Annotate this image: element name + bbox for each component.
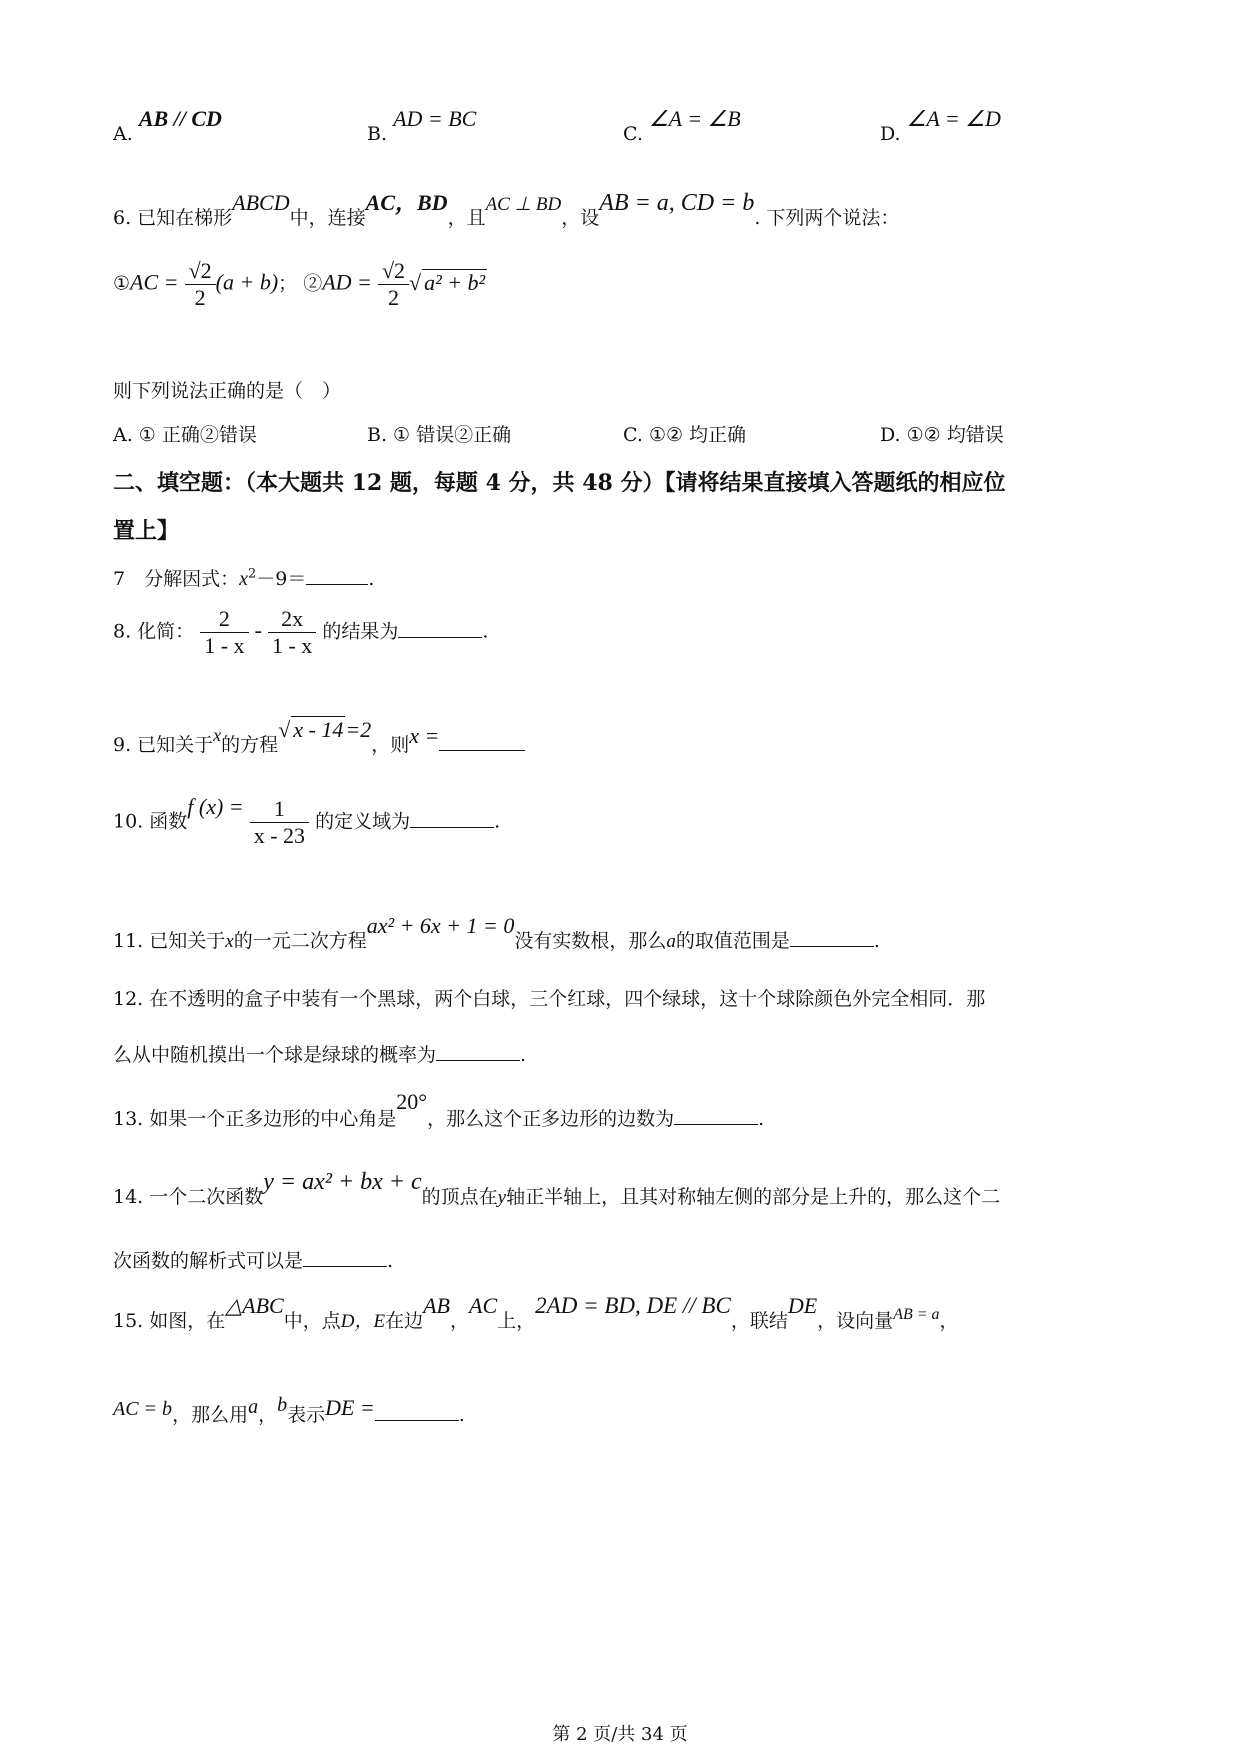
q5-option-b-math: AD = BC [393,106,477,131]
answer-blank [436,1044,520,1061]
q5-option-a: A. AB // CD [113,106,222,145]
question-11: 11. 已知关于x的一元二次方程ax² + 6x + 1 = 0没有实数根，那么a的取值范围是 . [113,913,880,952]
question-15-line2: AC = b，那么用a，b表示DE = . [113,1394,465,1426]
answer-blank [306,568,368,585]
answer-blank [790,930,874,947]
question-6-option-c: C. ①② 均正确 [623,424,747,446]
answer-blank [375,1404,459,1421]
question-6-option-b: B. ① 错误②正确 [367,424,512,446]
question-6-prompt: 则下列说法正确的是（ ） [113,380,342,402]
question-6-option-a: A. ① 正确②错误 [113,424,257,446]
question-6: 6. 已知在梯形ABCD中，连接AC，BD，且AC ⊥ BD，设AB = a, CD = b. 下列两个说法： [113,190,900,229]
fraction-sqrt2-over-2-first: $\frac{√2}{2}$ [185,258,216,311]
answer-blank [303,1250,387,1267]
fraction-sqrt2-over-2-second: $\frac{√2}{2}$ [378,258,409,311]
q5-option-d: D. ∠A = ∠D [880,106,1001,145]
fraction-2x-over-1-minus-x: $\frac{2x}{1 - x}$ [268,606,316,659]
q5-option-d-math: ∠A = ∠D [906,106,1001,131]
page-footer: 第 2 页/共 34 页 [552,1724,688,1745]
question-8: 8. 化简： $\frac{2}{1 - x}$ - $\frac{2x}{1 - x}$ 的结果为 . [113,606,489,658]
question-14-line1: 14. 一个二次函数y = ax² + bx + c的顶点在y轴正半轴上，且其对称轴左侧的部分是上升的，那么这个二 [113,1169,1001,1208]
answer-blank [674,1108,758,1125]
section-2-heading-line2: 置上】 [113,518,180,544]
question-9: 9. 已知关于x的方程√ x - 14=2，则x = [113,730,525,757]
fraction-2-over-1-minus-x: $\frac{2}{1 - x}$ [200,606,248,659]
q5-option-c: C. ∠A = ∠B [623,106,741,145]
section-2-heading-line1: 二、填空题：（本大题共 12 题，每题 4 分，共 48 分）【请将结果直接填入答题纸的相应位 [113,470,1006,496]
answer-blank [439,734,525,751]
q5-option-b: B. AD = BC [367,106,477,145]
fraction-1-over-x-minus-23: $\frac{1}{x - 23}$ [250,796,309,849]
question-15-line1: 15. 如图，在△ABC中，点D，E在边AB，AC上，2AD = BD, DE // BC，联结DE，设向量$^{AB = a}$， [113,1293,959,1332]
answer-blank [398,621,482,638]
question-6-option-d: D. ①② 均错误 [880,424,1004,446]
question-10: 10. 函数f (x) = $\frac{1}{x - 23}$ 的定义域为 . [113,793,501,848]
question-6-statements: ①AC = $\frac{√2}{2}$ (a + b)； ②AD = $\frac{√2}{2}$ √ a² + b² [113,258,486,310]
question-7: 7 分解因式：$x^2-9=$ . [113,566,375,590]
question-14-line2: 次函数的解析式可以是 . [113,1250,394,1272]
answer-blank [410,811,494,828]
question-13: 13. 如果一个正多边形的中心角是20°，那么这个正多边形的边数为 . [113,1089,765,1130]
q5-option-c-math: ∠A = ∠B [648,106,741,131]
question-12-line2: 么从中随机摸出一个球是绿球的概率为 . [113,1044,527,1066]
q5-option-a-math: AB // CD [138,106,222,131]
question-12-line1: 12. 在不透明的盒子中装有一个黑球，两个白球，三个红球，四个绿球，这十个球除颜色外完全相同．那 [113,988,986,1010]
